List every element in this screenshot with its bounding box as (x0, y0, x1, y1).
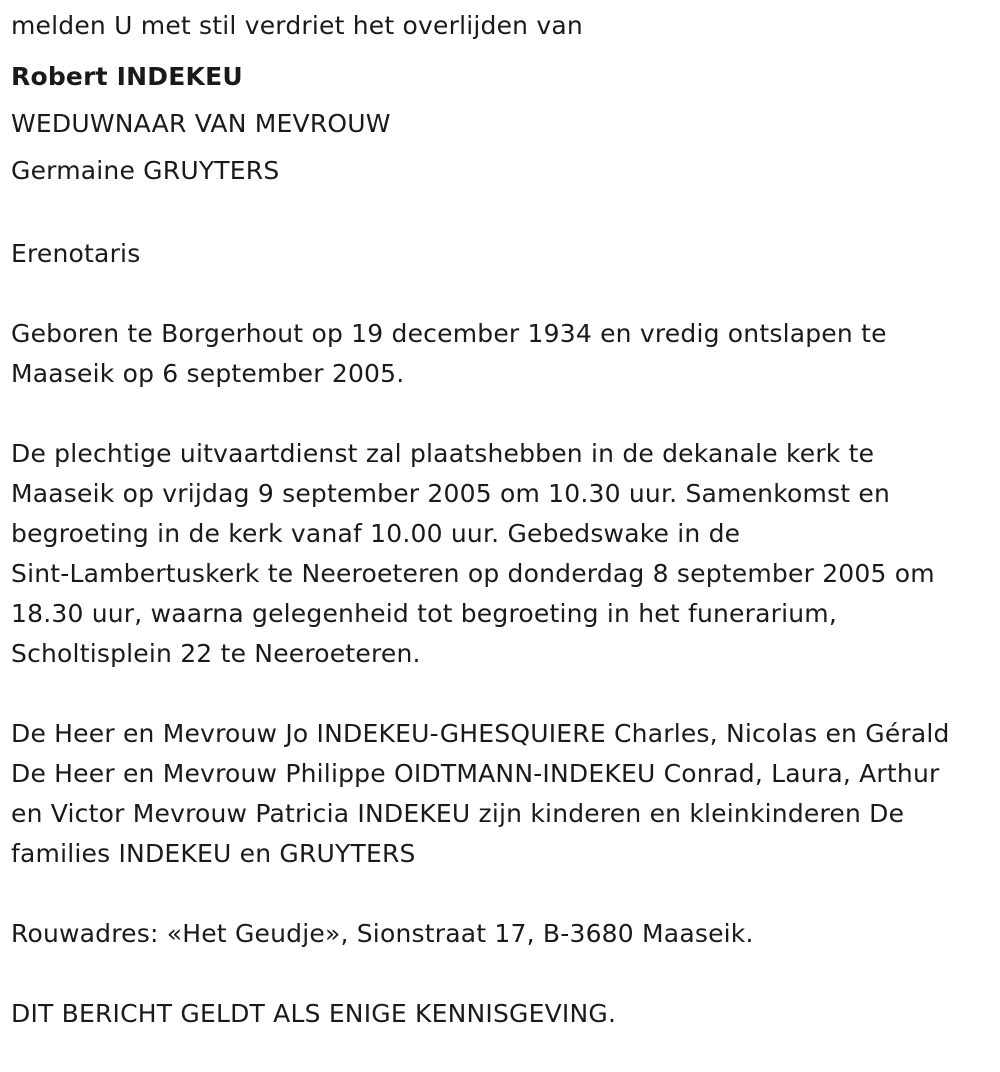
closing-statement: DIT BERICHT GELDT ALS ENIGE KENNISGEVING. (11, 999, 617, 1028)
paragraph-line: Maaseik op 6 september 2005. (11, 359, 405, 388)
family-paragraph (11, 714, 1000, 874)
paragraph-line: en Victor Mevrouw Patricia INDEKEU zijn kinderen en kleinkinderen De (11, 799, 905, 828)
spacer (11, 394, 1000, 434)
spouse-title: WEDUWNAAR VAN MEVROUW (11, 109, 391, 138)
deceased-name: Robert INDEKEU (11, 62, 243, 91)
spacer (11, 194, 1000, 234)
profession: Erenotaris (11, 239, 141, 268)
paragraph-line: families INDEKEU en GRUYTERS (11, 839, 416, 868)
spacer (11, 954, 1000, 994)
spouse-name: Germaine GRUYTERS (11, 156, 280, 185)
spacer (11, 874, 1000, 914)
funeral-paragraph (11, 434, 1000, 674)
birth-death-paragraph (11, 314, 1000, 394)
paragraph-line: De plechtige uitvaartdienst zal plaatshebben in de dekanale kerk te (11, 439, 875, 468)
paragraph-line: De Heer en Mevrouw Philippe OIDTMANN-INDEKEU Conrad, Laura, Arthur (11, 759, 940, 788)
paragraph-line: Geboren te Borgerhout op 19 december 1934 en vredig ontslapen te (11, 319, 887, 348)
paragraph-line: begroeting in de kerk vanaf 10.00 uur. Gebedswake in de (11, 519, 741, 548)
spacer (11, 674, 1000, 714)
paragraph-line: Sint-Lambertuskerk te Neeroeteren op donderdag 8 september 2005 om (11, 559, 935, 588)
paragraph-line: 18.30 uur, waarna gelegenheid tot begroeting in het funerarium, (11, 599, 838, 628)
paragraph-line: De Heer en Mevrouw Jo INDEKEU-GHESQUIERE Charles, Nicolas en Gérald (11, 719, 950, 748)
paragraph-line: Maaseik op vrijdag 9 september 2005 om 10.30 uur. Samenkomst en (11, 479, 891, 508)
paragraph-line: Scholtisplein 22 te Neeroeteren. (11, 639, 421, 668)
mourning-address: Rouwadres: «Het Geudje», Sionstraat 17, B-3680 Maaseik. (11, 919, 754, 948)
spacer (11, 274, 1000, 314)
intro-text: melden U met stil verdriet het overlijden van (11, 11, 583, 40)
